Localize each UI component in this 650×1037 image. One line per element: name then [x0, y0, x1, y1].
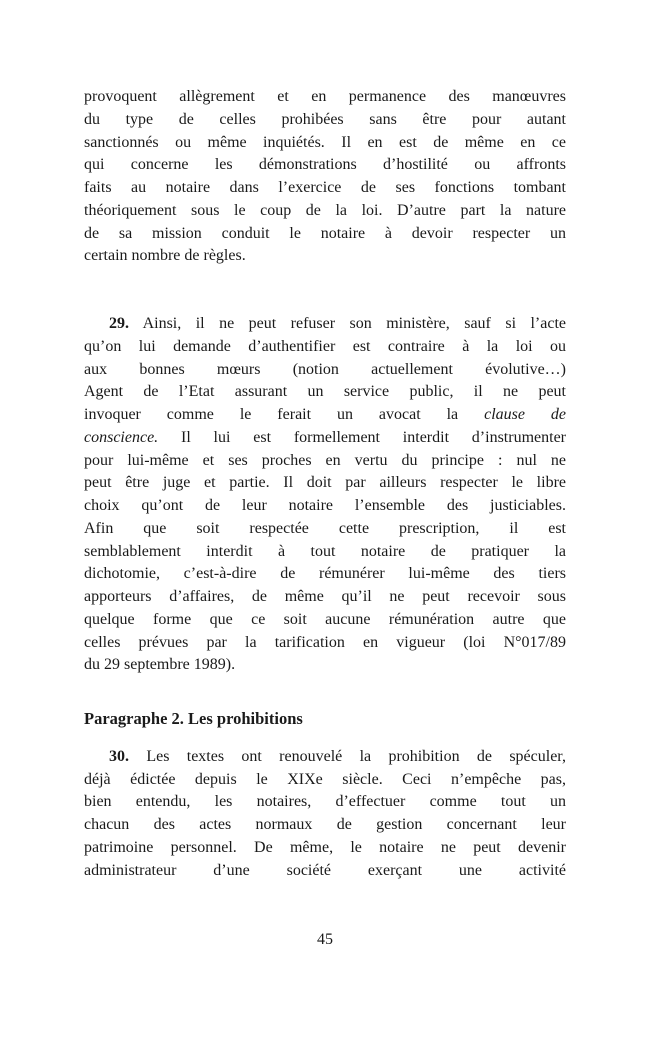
text-segment: Il lui est formellement interdit d’instrumenter: [158, 428, 566, 446]
text-line: théoriquement sous le coup de la loi. D’autre part la nature: [84, 201, 566, 219]
text-line: déjà édictée depuis le XIXe siècle. Ceci n’empêche pas,: [84, 770, 566, 788]
text-line: [84, 313, 566, 336]
text-line: choix qu’ont de leur notaire l’ensemble des justiciables.: [84, 497, 566, 514]
text-line: quelque forme que ce soit aucune rémunération autre que: [84, 610, 566, 628]
text-line: sanctionnés ou même inquiétés. Il en est de même en ce: [84, 133, 566, 151]
text-segment: Ainsi, il ne peut refuser son ministère, sauf si l’acte: [129, 315, 566, 332]
text-line: patrimoine personnel. De même, le notaire ne peut devenir: [84, 838, 566, 856]
text-line: pour lui-même et ses proches en vertu du principe : nul ne: [84, 451, 566, 469]
text-block: [84, 86, 566, 951]
italic-phrase: clause de: [484, 406, 566, 423]
text-line: aux bonnes mœurs (notion actuellement évolutive…): [84, 360, 566, 378]
text-segment: Les textes ont renouvelé la prohibition de spéculer,: [129, 747, 566, 765]
text-line: celles prévues par la tarification en vigueur (loi N°017/89: [84, 633, 566, 651]
paragraph-30: [84, 746, 566, 883]
text-line: dichotomie, c’est-à-dire de rémunérer lui-même des tiers: [84, 565, 566, 583]
paragraph-continuation: [84, 86, 566, 268]
text-line: Agent de l’Etat assurant un service public, il ne peut: [84, 383, 566, 401]
text-line: du type de celles prohibées sans être pour autant: [84, 110, 566, 128]
text-segment: invoquer comme le ferait un avocat la: [84, 406, 485, 423]
text-line: [84, 746, 566, 769]
text-line: apporteurs d’affaires, de même qu’il ne peut recevoir sous: [84, 588, 566, 605]
text-line: Afin que soit respectée cette prescription, il est: [84, 519, 566, 537]
text-line: provoquent allègrement et en permanence des manœuvres: [84, 88, 566, 105]
text-line: [84, 404, 566, 427]
text-line: qui concerne les démonstrations d’hostilité ou affronts: [84, 156, 566, 174]
text-line: faits au notaire dans l’exercice de ses fonctions tombant: [84, 179, 566, 196]
page-number: 45: [317, 931, 333, 949]
text-line: peut être juge et partie. Il doit par ailleurs respecter le libre: [84, 474, 566, 492]
paragraph-29: [84, 313, 566, 677]
italic-phrase: conscience.: [84, 428, 159, 446]
paragraph-number: 29.: [109, 315, 129, 332]
paragraph-number: 30.: [109, 747, 129, 765]
text-line: semblablement interdit à tout notaire de pratiquer la: [84, 542, 566, 560]
text-line: du 29 septembre 1989).: [84, 656, 236, 674]
section-heading: Paragraphe 2. Les prohibitions: [84, 709, 303, 728]
text-line: administrateur d’une société exerçant une activité: [84, 861, 566, 879]
text-line: certain nombre de règles.: [84, 247, 246, 265]
text-line: [84, 427, 566, 450]
text-line: qu’on lui demande d’authentifier est contraire à la loi ou: [84, 337, 566, 355]
text-line: chacun des actes normaux de gestion concernant leur: [84, 816, 566, 833]
text-line: bien entendu, les notaires, d’effectuer comme tout un: [84, 793, 566, 811]
text-line: de sa mission conduit le notaire à devoir respecter un: [84, 224, 566, 242]
